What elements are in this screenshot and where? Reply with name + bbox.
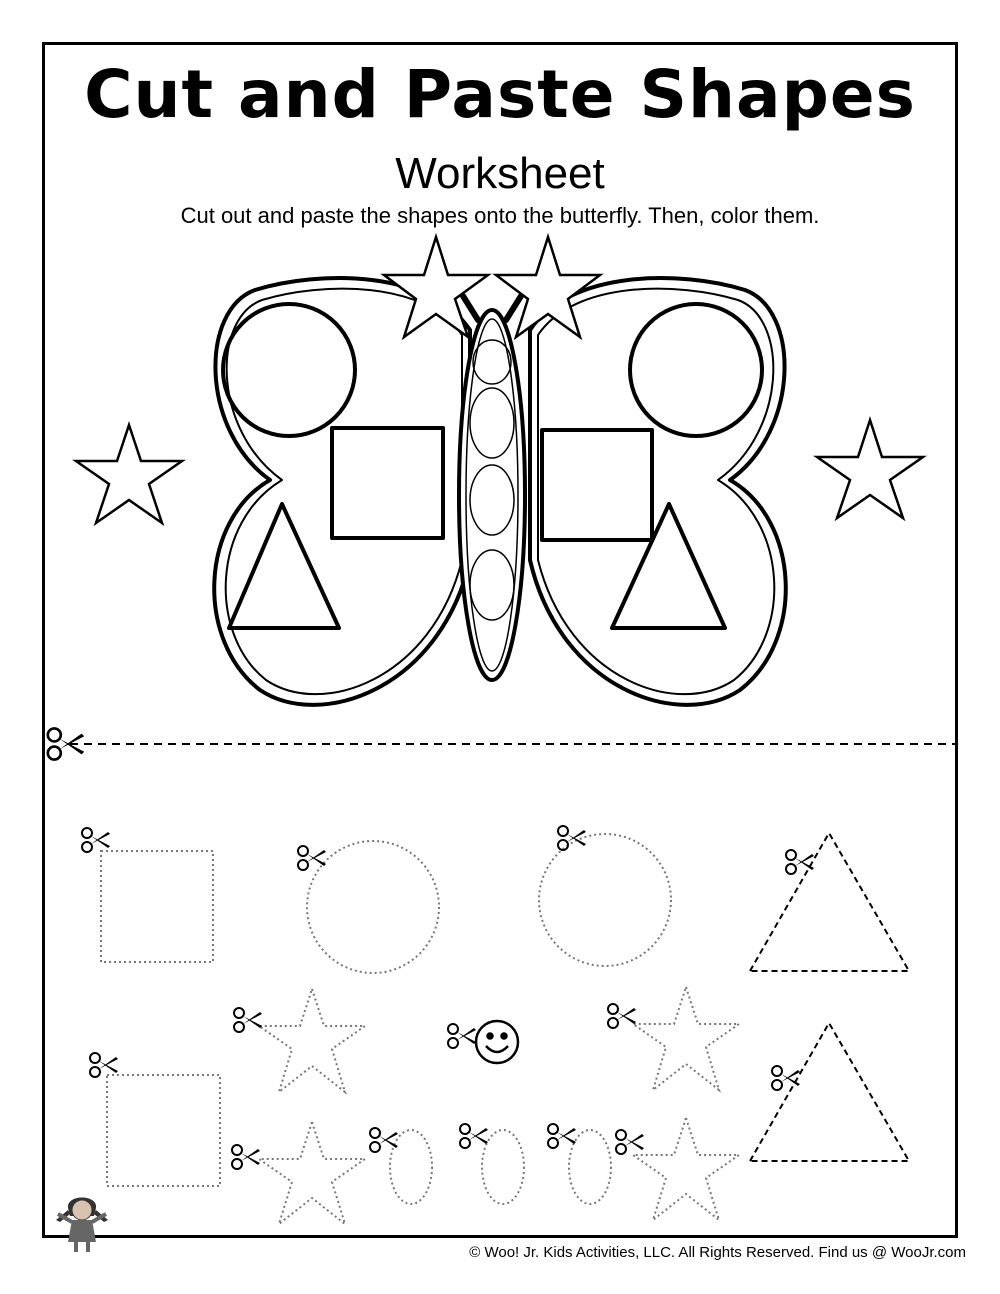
star-outline-top-left	[384, 237, 488, 337]
scissors-icon	[460, 1124, 488, 1148]
right-wing-circle	[630, 304, 762, 436]
cutout-star-3	[259, 1122, 365, 1224]
footer-copyright: © Woo! Jr. Kids Activities, LLC. All Rights Reserved. Find us @ WooJr.com	[469, 1244, 966, 1261]
scissors-icon	[232, 1145, 260, 1169]
cutout-triangle-2	[750, 1023, 909, 1161]
cutout-triangle-1	[750, 833, 909, 971]
star-outline-right	[817, 420, 923, 518]
butterfly-right-wing	[530, 278, 786, 705]
butterfly-drawing	[214, 278, 786, 705]
scissors-icon	[772, 1066, 800, 1090]
left-wing-triangle	[229, 504, 339, 628]
cutout-square-1	[101, 851, 213, 962]
cutout-square-2	[107, 1075, 220, 1186]
cutout-oval-3	[569, 1130, 611, 1204]
cutout-star-1	[259, 989, 365, 1092]
cutout-star-2	[633, 987, 739, 1090]
star-outline-left	[76, 425, 182, 523]
right-wing-triangle	[612, 504, 725, 628]
scissors-icon	[608, 1004, 636, 1028]
cutout-circle-1	[307, 841, 439, 973]
scissors-icon	[448, 1024, 476, 1048]
cutout-oval-2	[482, 1130, 524, 1204]
worksheet-title: Cut and Paste Shapes	[84, 56, 916, 133]
scissors-icon	[48, 728, 84, 759]
cutout-circle-2	[539, 834, 671, 966]
scissors-icon	[548, 1124, 576, 1148]
scissors-icon	[234, 1008, 262, 1032]
girl-mascot-icon	[56, 1198, 108, 1253]
cutout-star-4	[633, 1118, 739, 1220]
left-wing-square	[332, 428, 443, 538]
butterfly-left-wing	[214, 278, 470, 705]
right-wing-square	[542, 430, 652, 540]
scissors-icon	[82, 828, 110, 852]
left-wing-circle	[223, 304, 355, 436]
worksheet-subtitle: Worksheet	[395, 149, 605, 198]
cutout-oval-1	[390, 1130, 432, 1204]
scissors-icon	[786, 850, 814, 874]
scissors-icon	[616, 1130, 644, 1154]
worksheet-instructions: Cut out and paste the shapes onto the butterfly. Then, color them.	[180, 203, 820, 228]
smiley-face-icon	[476, 1021, 518, 1063]
butterfly-body	[459, 310, 525, 680]
scissors-icon	[90, 1053, 118, 1077]
